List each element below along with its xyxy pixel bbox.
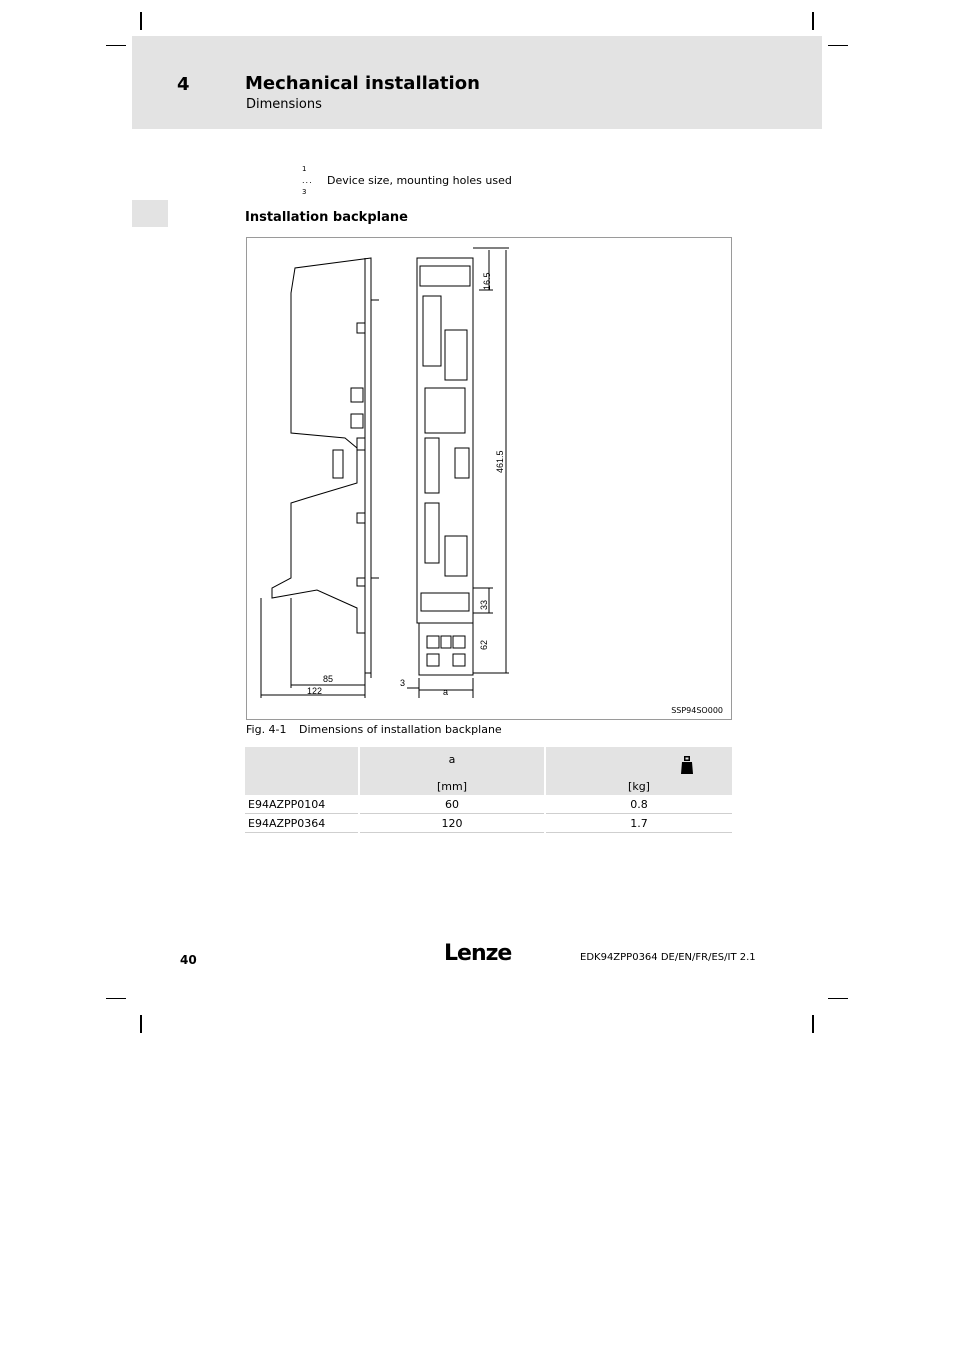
table-header-weight [545,747,732,795]
dim-62: 62 [479,639,489,650]
cell-a: 120 [359,814,545,833]
dim-3: 3 [400,678,406,688]
terminal-block [419,623,473,675]
side-tab-marker [132,200,168,227]
dim-33: 33 [479,599,489,610]
dim-a: a [443,687,449,697]
crop-mark [812,12,814,30]
col-weight-unit: [kg] [628,780,650,793]
note-marker-dots: ... [302,176,313,185]
note-text: Device size, mounting holes used [327,174,512,187]
side-view-outline [272,258,371,673]
crop-mark [106,998,126,999]
cell-model: E94AZPP0104 [245,795,359,814]
crop-mark [828,45,848,46]
dim-85: 85 [323,674,334,684]
table-header-model [245,747,359,795]
document-id: EDK94ZPP0364 DE/EN/FR/ES/IT 2.1 [580,952,756,963]
section-title: Installation backplane [245,210,408,225]
dimension-drawing [246,237,732,720]
crop-mark [106,45,126,46]
cell-weight: 1.7 [545,814,732,833]
backplane-drawing-svg [247,238,733,721]
figure-label: Fig. 4-1 [246,723,287,736]
cell-weight: 0.8 [545,795,732,814]
table-row [245,814,732,833]
crop-mark [812,1015,814,1033]
table-row [245,795,732,814]
crop-mark [140,1015,142,1033]
col-a-label: a [448,753,456,766]
chapter-number: 4 [177,74,190,95]
figure-caption: Dimensions of installation backplane [299,723,502,736]
crop-mark [140,12,142,30]
note-marker-bottom: 3 [302,188,307,196]
dim-122: 122 [307,686,323,696]
table-header-a [359,747,545,795]
cell-a: 60 [359,795,545,814]
dimensions-table [245,747,732,833]
chapter-title: Mechanical installation [245,73,480,94]
dim-16-5: 16.5 [482,272,492,290]
cell-model: E94AZPP0364 [245,814,359,833]
section-subtitle: Dimensions [246,97,322,112]
crop-mark [828,998,848,999]
col-a-unit: [mm] [436,780,467,793]
figure-code: SSP94SO000 [671,706,723,715]
page-number: 40 [180,953,197,967]
brand-logo: Lenze [444,941,512,966]
note-marker-top: 1 [302,165,307,173]
weight-icon [680,755,694,775]
dim-461-5: 461.5 [495,450,505,473]
